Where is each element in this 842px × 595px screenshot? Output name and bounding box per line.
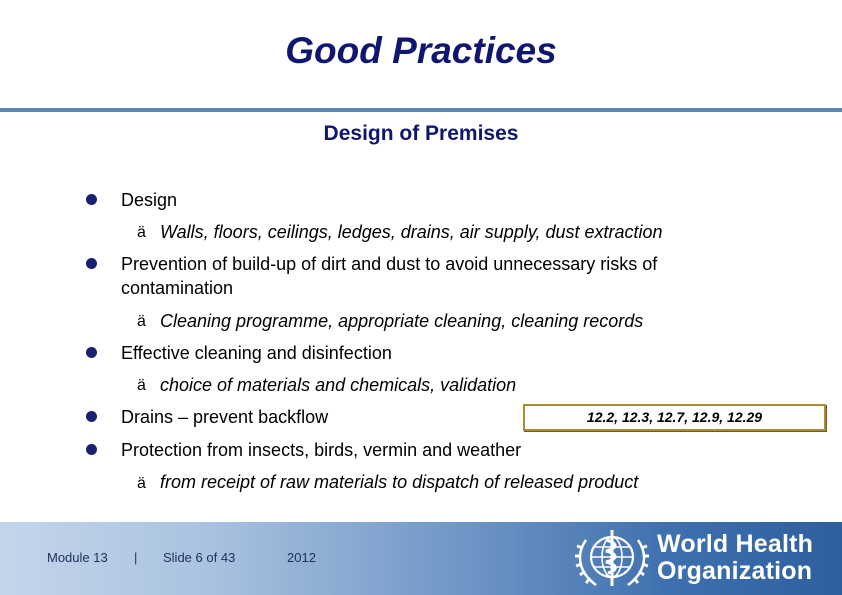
slide-title: Good Practices	[285, 30, 557, 71]
bullet-text-drains: Drains – prevent backflow	[121, 407, 329, 427]
arrow-bullet-icon: ä	[137, 224, 146, 241]
title-divider	[0, 108, 842, 112]
reference-box: 12.2, 12.3, 12.7, 12.9, 12.29	[523, 404, 826, 431]
who-emblem-icon	[572, 526, 652, 592]
circle-bullet-icon	[86, 411, 97, 422]
who-logo-line1: World Health	[657, 530, 814, 558]
circle-bullet-icon	[86, 194, 97, 205]
who-logo-line2: Organization	[657, 557, 813, 585]
bullet-text-prevention-line1: Prevention of build-up of dirt and dust to avoid unnecessary risks of	[121, 254, 658, 274]
sub-bullet-receipt: from receipt of raw materials to dispatch of released product	[160, 472, 639, 492]
circle-bullet-icon	[86, 258, 97, 269]
footer-slide-number: Slide 6 of 43	[163, 550, 236, 565]
arrow-bullet-icon: ä	[137, 475, 146, 492]
sub-bullet-walls: Walls, floors, ceilings, ledges, drains, air supply, dust extraction	[160, 222, 663, 242]
footer-year: 2012	[287, 550, 316, 565]
footer-separator: |	[134, 550, 138, 565]
sub-bullet-materials: choice of materials and chemicals, validation	[160, 375, 517, 395]
who-logo	[572, 522, 842, 595]
circle-bullet-icon	[86, 347, 97, 358]
bullet-text-effective-cleaning: Effective cleaning and disinfection	[121, 343, 392, 363]
arrow-bullet-icon: ä	[137, 377, 146, 394]
slide-subtitle: Design of Premises	[323, 122, 519, 145]
footer-bar	[0, 522, 842, 595]
bullet-text-prevention-line2: contamination	[121, 278, 234, 298]
bullet-text-design: Design	[121, 190, 178, 210]
bullet-text-protection: Protection from insects, birds, vermin and weather	[121, 440, 522, 460]
footer-module: Module 13	[47, 550, 108, 565]
sub-bullet-cleaning-programme: Cleaning programme, appropriate cleaning, cleaning records	[160, 311, 644, 331]
circle-bullet-icon	[86, 444, 97, 455]
arrow-bullet-icon: ä	[137, 313, 146, 330]
